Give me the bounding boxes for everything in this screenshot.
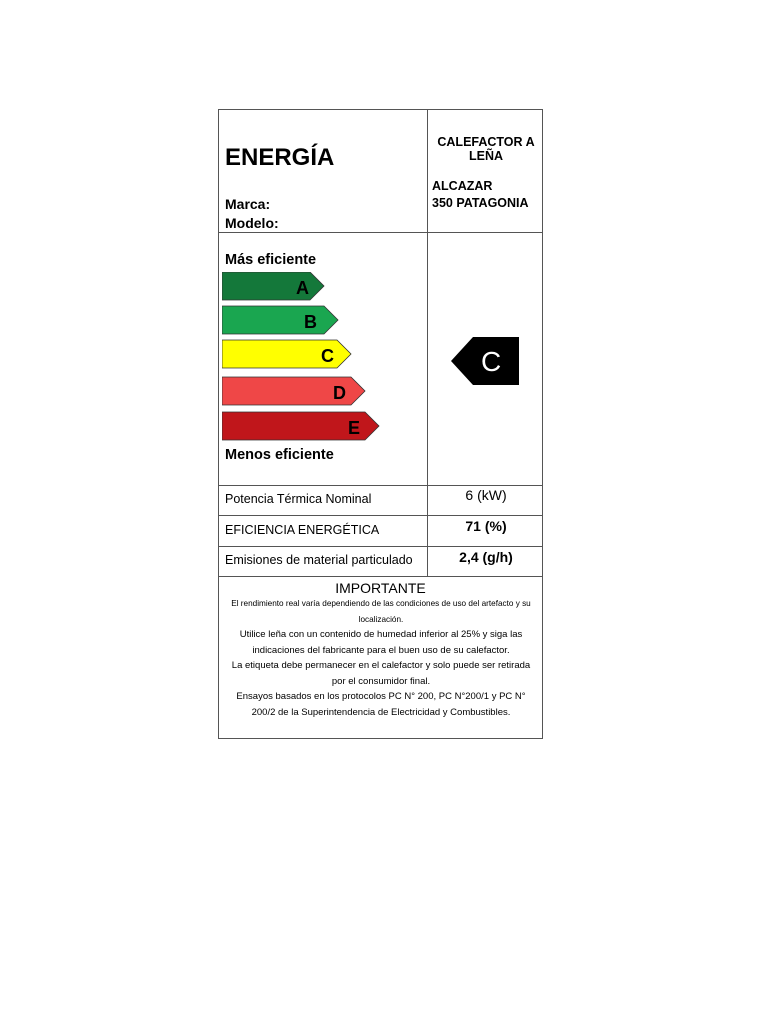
column-divider bbox=[427, 110, 428, 576]
label-title: ENERGÍA bbox=[225, 144, 335, 171]
class-letter-e: E bbox=[348, 418, 361, 438]
model-value: 350 PATAGONIA bbox=[432, 196, 529, 210]
spec-label-power: Potencia Térmica Nominal bbox=[225, 492, 372, 506]
important-notes bbox=[225, 596, 537, 720]
note-protocols: Ensayos basados en los protocolos PC N° 200, PC N°200/1 y PC N° 200/2 de la Superintendencia de Electricidad y Combustibles. bbox=[236, 691, 526, 718]
divider bbox=[219, 515, 542, 516]
efficiency-scale bbox=[222, 272, 387, 442]
brand-label: Marca: bbox=[225, 196, 271, 212]
divider bbox=[219, 232, 542, 233]
class-arrow-c bbox=[222, 340, 351, 368]
class-arrow-b bbox=[222, 306, 338, 334]
divider bbox=[219, 546, 542, 547]
spec-label-efficiency: EFICIENCIA ENERGÉTICA bbox=[225, 523, 380, 537]
scale-top-label: Más eficiente bbox=[225, 252, 317, 268]
class-letter-b: B bbox=[304, 312, 317, 332]
brand-value: ALCAZAR bbox=[432, 179, 493, 193]
energy-label bbox=[218, 109, 543, 739]
class-letter-c: C bbox=[321, 346, 334, 366]
class-arrow-e bbox=[222, 412, 379, 440]
class-letter-a: A bbox=[296, 278, 309, 298]
scale-bottom-label: Menos eficiente bbox=[225, 447, 334, 463]
class-arrow-a bbox=[222, 272, 324, 300]
divider bbox=[219, 576, 542, 577]
important-title: IMPORTANTE bbox=[335, 580, 426, 596]
spec-value-power: 6 (kW) bbox=[465, 487, 507, 503]
rating-letter: C bbox=[481, 346, 502, 377]
spec-value-emissions: 2,4 (g/h) bbox=[459, 549, 513, 565]
note-label-permanence: La etiqueta debe permanecer en el calefactor y solo puede ser retirada por el consumidor final. bbox=[231, 660, 531, 687]
model-label: Modelo: bbox=[225, 215, 279, 231]
product-type: CALEFACTOR A LEÑA bbox=[437, 135, 535, 163]
note-performance: El rendimiento real varía dependiendo de las condiciones de uso del artefacto y su localización. bbox=[231, 599, 531, 624]
spec-value-efficiency: 71 (%) bbox=[465, 518, 507, 534]
divider bbox=[219, 485, 542, 486]
class-letter-d: D bbox=[333, 383, 346, 403]
rating-arrow bbox=[451, 337, 521, 385]
note-moisture: Utilice leña con un contenido de humedad inferior al 25% y siga las indicaciones del fabricante para el buen uso de su calefactor. bbox=[239, 629, 523, 656]
spec-label-emissions: Emisiones de material particulado bbox=[225, 553, 413, 567]
class-arrow-d bbox=[222, 377, 365, 405]
